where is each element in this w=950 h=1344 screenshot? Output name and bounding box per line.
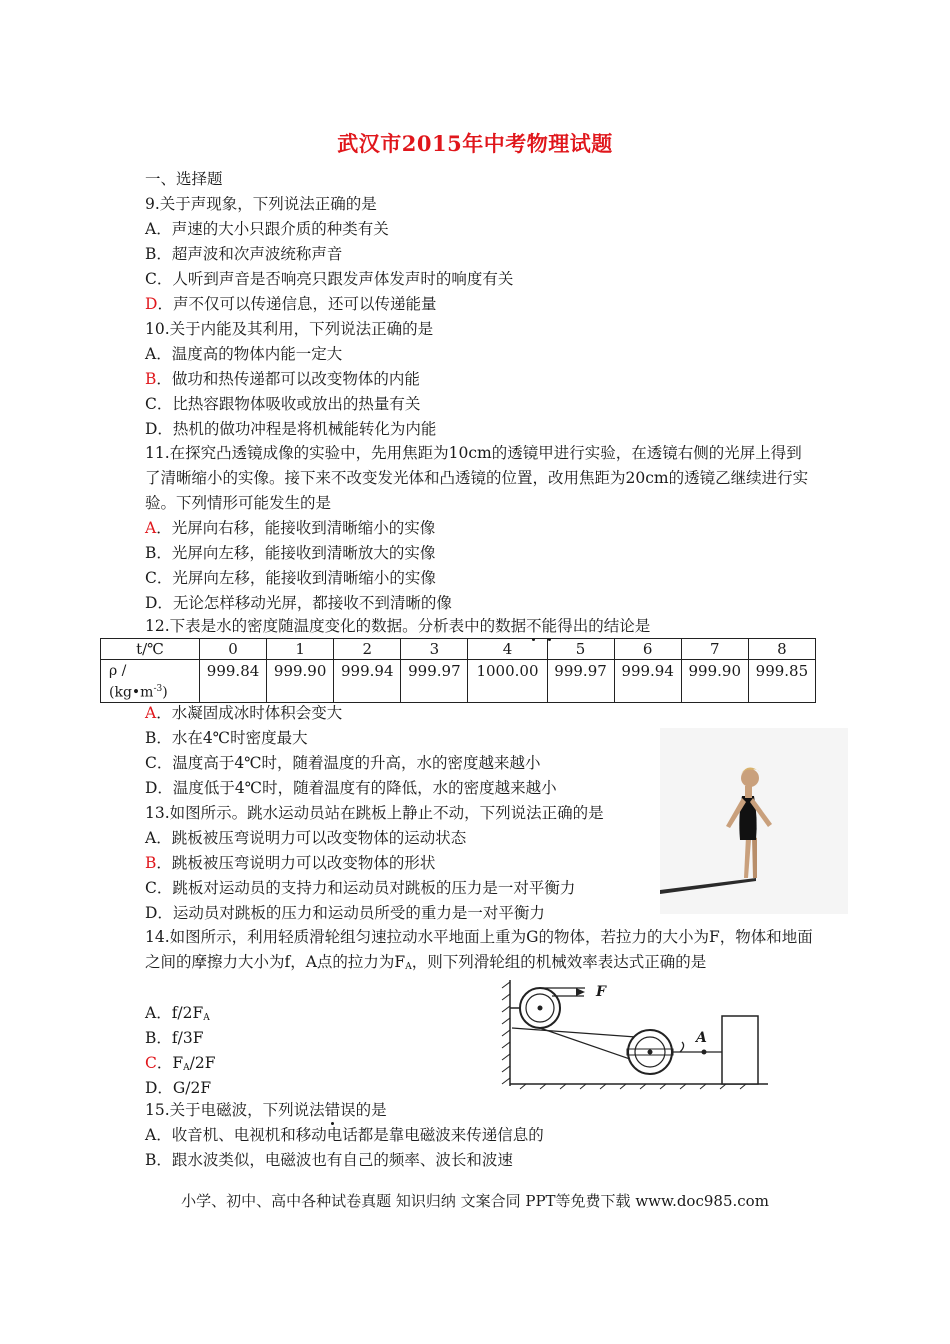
force-f-label: F <box>596 984 606 1000</box>
q10-answer-letter: B <box>145 370 157 388</box>
table-cell: 3 <box>401 639 468 660</box>
section-heading: 一、选择题 <box>145 170 223 188</box>
table-cell: 999.94 <box>334 660 401 703</box>
q14-option-a-subscript: A <box>203 1013 210 1023</box>
table-cell: 999.97 <box>547 660 614 703</box>
table-cell: 8 <box>748 639 815 660</box>
table-header-temp: t/℃ <box>101 639 200 660</box>
pulley-figure <box>500 978 770 1090</box>
q11-answer-letter: A <box>145 519 157 537</box>
table-header-density <box>101 660 200 703</box>
table-cell: 4 <box>468 639 547 660</box>
point-a-label: A <box>696 1030 707 1046</box>
q14-option-c-text: ．F <box>156 1054 184 1072</box>
table-cell: 0 <box>200 639 267 660</box>
q13-option-a: A．跳板被压弯说明力可以改变物体的运动状态 <box>145 829 467 847</box>
table-cell: 999.90 <box>267 660 334 703</box>
q13-answer-letter: B <box>145 854 157 872</box>
table-cell: 1 <box>267 639 334 660</box>
pulley-diagram <box>500 978 770 1090</box>
q9-stem: 9.关于声现象，下列说法正确的是 <box>145 195 377 213</box>
q15-stem <box>145 1100 387 1120</box>
q15-option-a: A．收音机、电视机和移动电话都是靠电磁波来传递信息的 <box>145 1126 544 1144</box>
q14-stem-text: 14.如图所示，利用轻质滑轮组匀速拉动水平地面上重为G的物体，若拉力的大小为F，物体和地面之间的摩擦力大小为f，A点的拉力为F <box>145 928 813 971</box>
q13-option-c: C．跳板对运动员的支持力和运动员对跳板的压力是一对平衡力 <box>145 879 576 897</box>
diver-illustration <box>660 728 848 914</box>
q10-stem: 10.关于内能及其利用，下列说法正确的是 <box>145 320 434 338</box>
q15-emphasis: 错 <box>324 1101 341 1119</box>
q12-option-c: C．温度高于4℃时，随着温度的升高，水的密度越来越小 <box>145 754 541 772</box>
q15-option-b: B．跟水波类似，电磁波也有自己的频率、波长和波速 <box>145 1151 513 1169</box>
table-cell: 999.97 <box>401 660 468 703</box>
q11-stem: 11.在探究凸透镜成像的实验中，先用焦距为10cm的透镜甲进行实验，在透镜右侧的光屏上得到了清晰缩小的实像。接下来不改变发光体和凸透镜的位置，改用焦距为20cm的透镜乙继续进行实验。下列情形可能发生的是 <box>145 444 809 512</box>
q9-option-c: C．人听到声音是否响亮只跟发声体发声时的响度有关 <box>145 270 514 288</box>
density-label-exponent: -3 <box>153 684 163 694</box>
q15-stem-text: 15.关于电磁波，下列说法 <box>145 1101 325 1119</box>
q11-option-a <box>145 518 435 538</box>
page-title: 武汉市2015年中考物理试题 <box>337 131 613 156</box>
density-table <box>100 638 816 703</box>
q12-stem-end: 得出的结论是 <box>557 617 651 635</box>
q10-option-a: A．温度高的物体内能一定大 <box>145 345 343 363</box>
table-row-temperature <box>101 639 816 660</box>
q14-option-c-tail: /2F <box>189 1054 216 1072</box>
table-cell: 7 <box>681 639 748 660</box>
q10-option-b <box>145 369 420 389</box>
q11-option-a-text: ．光屏向右移，能接收到清晰缩小的实像 <box>156 519 436 537</box>
q9-option-b: B．超声波和次声波统称声音 <box>145 245 343 263</box>
q14-option-d: D．G/2F <box>145 1079 212 1097</box>
q12-option-b: B．水在4℃时密度最大 <box>145 729 308 747</box>
diver-figure <box>660 728 848 914</box>
q11-option-d: D．无论怎样移动光屏，都接收不到清晰的像 <box>145 594 452 612</box>
q14-option-a <box>145 1003 210 1028</box>
q14-option-c-subscript: A <box>183 1063 190 1073</box>
q9-option-d <box>145 294 436 314</box>
q14-option-c <box>145 1053 215 1078</box>
q12-stem <box>145 616 650 636</box>
table-cell: 5 <box>547 639 614 660</box>
table-cell: 999.85 <box>748 660 815 703</box>
q12-option-a-text: ．水凝固成冰时体积会变大 <box>156 704 343 722</box>
table-cell: 999.94 <box>614 660 681 703</box>
q13-stem: 13.如图所示。跳水运动员站在跳板上静止不动，下列说法正确的是 <box>145 804 604 822</box>
table-cell: 2 <box>334 639 401 660</box>
density-label-part3: ) <box>162 684 168 701</box>
q10-option-c: C．比热容跟物体吸收或放出的热量有关 <box>145 395 421 413</box>
density-label-part1: ρ / <box>109 663 127 679</box>
q14-answer-letter: C <box>145 1054 157 1072</box>
q10-option-d: D．热机的做功冲程是将机械能转化为内能 <box>145 420 437 438</box>
q14-stem <box>145 925 813 980</box>
q11-option-b: B．光屏向左移，能接收到清晰放大的实像 <box>145 544 436 562</box>
page-footer: 小学、初中、高中各种试卷真题 知识归纳 文案合同 PPT等免费下载 www.doc985.com <box>181 1192 769 1210</box>
q12-answer-letter: A <box>145 704 157 722</box>
q9-answer-letter: D <box>145 295 158 313</box>
table-cell: 999.90 <box>681 660 748 703</box>
table-row-density <box>101 660 816 703</box>
table-cell: 6 <box>614 639 681 660</box>
q13-option-b-text: ．跳板被压弯说明力可以改变物体的形状 <box>156 854 436 872</box>
q14-option-a-text: A．f/2F <box>145 1004 204 1022</box>
density-label-part2: (kg•m <box>109 684 154 701</box>
q10-option-b-text: ．做功和热传递都可以改变物体的内能 <box>156 370 420 388</box>
q12-emphasis-1: 不 <box>526 617 542 635</box>
q14-stem-subscript: A <box>405 962 412 972</box>
q15-stem-end: 误的是 <box>340 1101 387 1119</box>
q12-emphasis-2: 能 <box>541 617 558 635</box>
q11-option-c: C．光屏向左移，能接收到清晰缩小的实像 <box>145 569 436 587</box>
q14-stem-end: ，则下列滑轮组的机械效率表达式正确的是 <box>411 953 707 971</box>
q14-option-b: B．f/3F <box>145 1029 204 1047</box>
table-cell: 1000.00 <box>468 660 547 703</box>
q9-option-d-text: ．声不仅可以传递信息，还可以传递能量 <box>157 295 437 313</box>
q12-option-a <box>145 703 342 723</box>
q13-option-b <box>145 853 435 873</box>
q13-option-d: D．运动员对跳板的压力和运动员所受的重力是一对平衡力 <box>145 904 545 922</box>
q9-option-a: A．声速的大小只跟介质的种类有关 <box>145 220 389 238</box>
q12-option-d: D．温度低于4℃时，随着温度有的降低，水的密度越来越小 <box>145 779 557 797</box>
q12-stem-text: 12.下表是水的密度随温度变化的数据。分析表中的数据 <box>145 617 527 635</box>
table-cell: 999.84 <box>200 660 267 703</box>
